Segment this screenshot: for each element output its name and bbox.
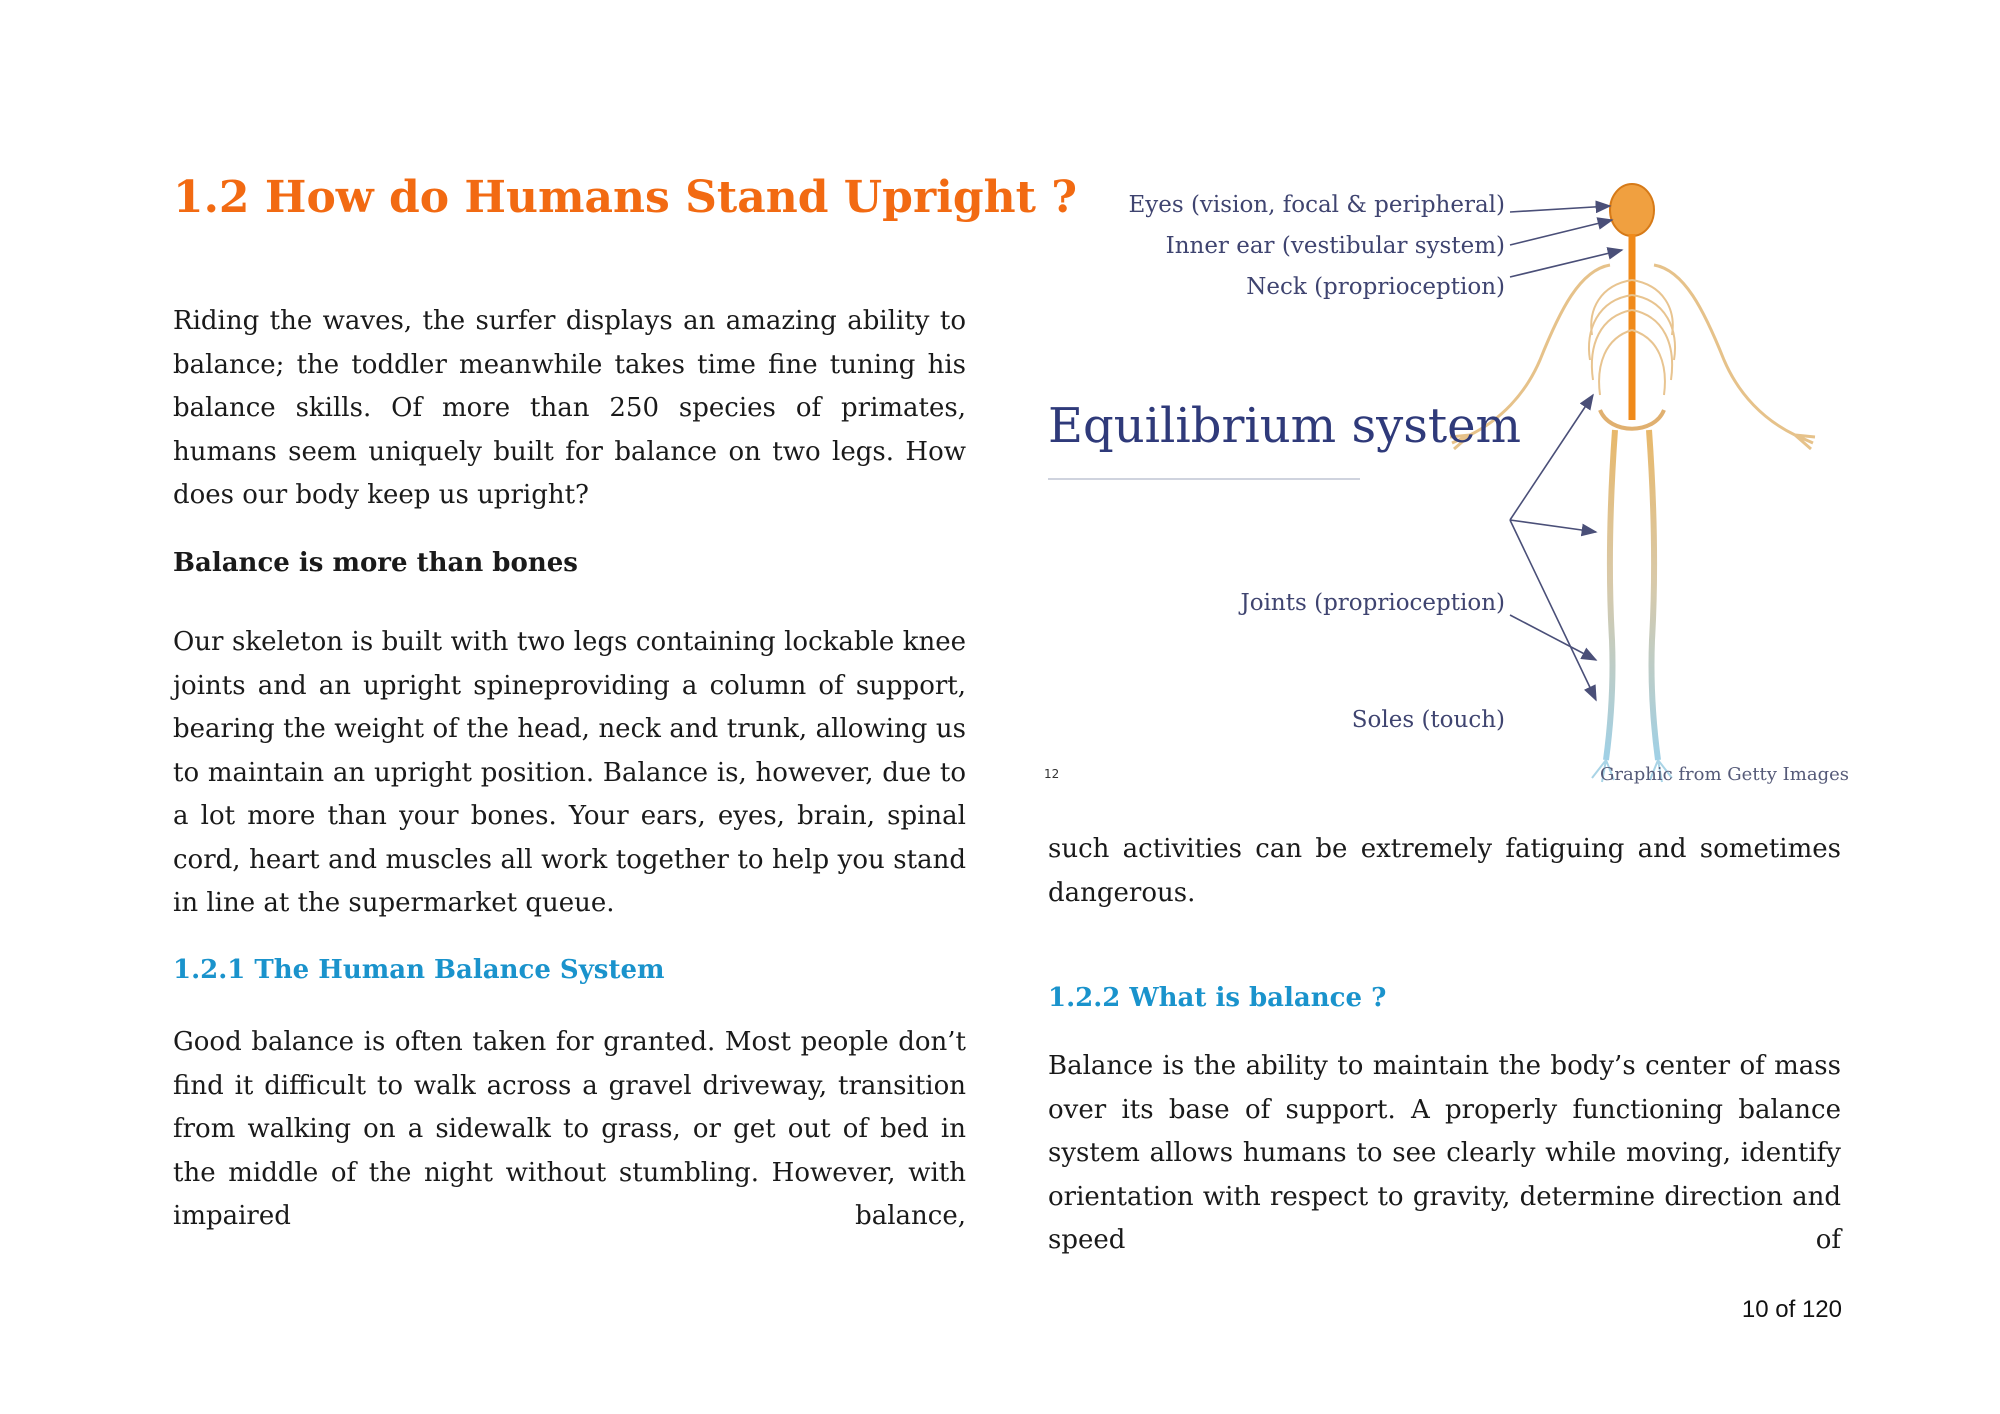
page-number: 10 of 120 — [1741, 1296, 1842, 1323]
skeleton-paragraph: Our skeleton is built with two legs containing lockable knee joints and an upright spineproviding a column of support, bearing the weight of the head, neck and trunk, allowing us to maintain an upright position. Balance is, however, due to a lot more than your bones. Your ears, eyes, brain, spinal cord, heart and muscles all work together to help you stand in line at the supermarket queue. — [173, 627, 966, 918]
label-inner-ear: Inner ear (vestibular system) — [1165, 233, 1505, 259]
equilibrium-figure — [1040, 170, 1850, 795]
figure-credit: Graphic from Getty Images — [1600, 764, 1849, 785]
label-neck: Neck (proprioception) — [1246, 274, 1505, 300]
subheading-what-is-balance: 1.2.2 What is balance ? — [1048, 983, 1387, 1013]
label-eyes: Eyes (vision, focal & peripheral) — [1128, 192, 1505, 218]
balance-system-paragraph: Good balance is often taken for granted. Most people don’t find it difficult to walk across a gravel driveway, transition from walking on a sidewalk to grass, or get out of bed in the middle of the night without stumbling. However, with impaired balance, — [173, 1027, 966, 1231]
continuation-paragraph: such activities can be extremely fatiguing and sometimes dangerous. — [1048, 834, 1841, 908]
figure-divider — [1048, 478, 1360, 480]
slide-number: 12 — [1044, 767, 1060, 781]
nervous-system-illustration — [1040, 170, 1850, 795]
label-joints: Joints (proprioception) — [1240, 590, 1505, 616]
what-is-balance-paragraph: Balance is the ability to maintain the body’s center of mass over its base of support. A properly functioning balance system allows humans to see clearly while moving, identify orientation with respect to gravity, determine direction and speed of — [1048, 1051, 1841, 1255]
intro-paragraph: Riding the waves, the surfer displays an amazing ability to balance; the toddler meanwhile takes time fine tuning his balance skills. Of more than 250 species of primates, humans seem uniquely built for balance on two legs. How does our body keep us upright? — [173, 306, 966, 510]
figure-title: Equilibrium system — [1048, 398, 1522, 454]
subheading-balance-system: 1.2.1 The Human Balance System — [173, 955, 665, 985]
label-soles: Soles (touch) — [1351, 707, 1505, 733]
page-title: 1.2 How do Humans Stand Upright ? — [173, 172, 1078, 223]
bold-heading: Balance is more than bones — [173, 548, 578, 578]
